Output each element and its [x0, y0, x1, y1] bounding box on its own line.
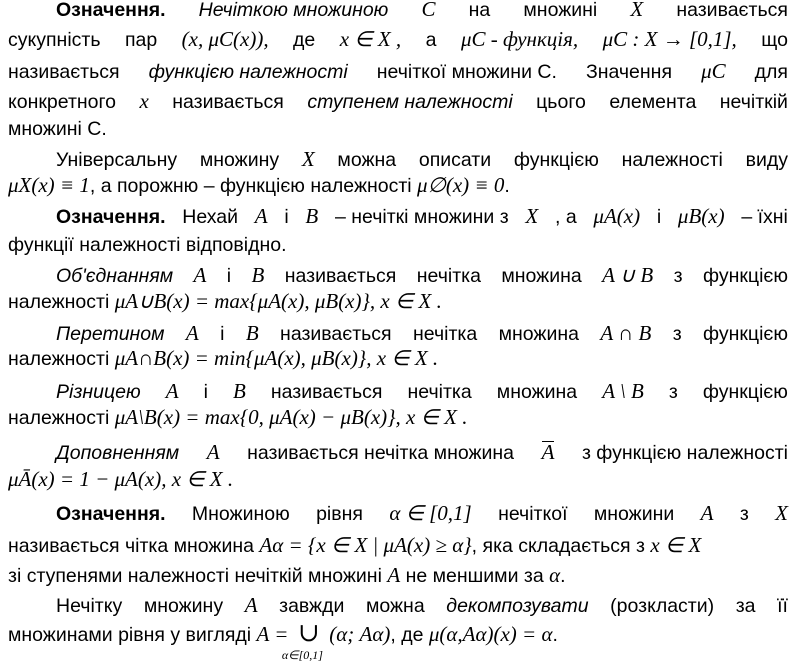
- p2-line1: Універсальну множину X можна описати функцією належності виду: [56, 147, 788, 171]
- p5-line1: Перетином A і B називається нечітка множина A ∩ B з функцією: [56, 321, 788, 345]
- formula-empty: μ∅(x) ≡ 0: [417, 173, 505, 197]
- formula-union: μA∪B(x) = max{μA(x), μB(x)}, x ∈ X .: [114, 289, 442, 313]
- complement-symbol: A: [541, 440, 555, 464]
- p1-line1: Означення. Нечіткою множиною C на множині X називається: [8, 0, 788, 22]
- definition-label: Означення.: [56, 503, 166, 525]
- p3-line1: Означення. Нехай A і B – нечіткі множини з X , а μA(x) і μB(x) – їхні: [56, 204, 788, 228]
- formula-difference: μA\B(x) = max{0, μA(x) − μB(x)}, x ∈ X .: [114, 405, 468, 429]
- term-complement: Доповненням: [56, 442, 180, 464]
- p8-line3: зі ступенями належності нечіткій множині A не меншими за α.: [8, 563, 566, 587]
- p8-line1: Означення. Множиною рівня α ∈ [0,1] нечіткої множини A з X: [56, 501, 788, 525]
- term-membership-degree: ступенем належності: [307, 91, 513, 113]
- p9-line2: множинами рівня у вигляді A = ∪ α∈[0,1] (α; Aα), де μ(α,Aα)(x) = α.: [8, 620, 788, 664]
- formula-intersection: μA∩B(x) = min{μA(x), μB(x)}, x ∈ X .: [114, 346, 439, 370]
- term-union: Об'єднанням: [56, 265, 174, 287]
- term-membership-function: функцією належності: [148, 61, 348, 83]
- formula-alpha-cut: Aα = {x ∈ X | μA(x) ≥ α}: [259, 533, 472, 557]
- term-difference: Різницею: [56, 381, 141, 403]
- p1-line5: множині C.: [8, 118, 107, 140]
- p4-line2: належності μA∪B(x) = max{μA(x), μB(x)}, x ∈ X .: [8, 289, 442, 313]
- formula-complement: μĀ(x) = 1 − μA(x), x ∈ X .: [8, 467, 234, 491]
- union-limits: α∈[0,1]: [281, 648, 323, 662]
- p2-line2: μX(x) ≡ 1, а порожню – функцією належності μ∅(x) ≡ 0.: [8, 173, 510, 197]
- term-decompose: декомпозувати: [446, 595, 589, 617]
- formula-decomposition: μ(α,Aα)(x) = α: [428, 622, 553, 646]
- union-operator: ∪ α∈[0,1]: [294, 620, 324, 648]
- p1-line4: конкретного x називається ступенем належності цього елемента нечіткій: [8, 89, 788, 113]
- p7-line1: Доповненням A називається нечітка множина A з функцією належності: [56, 440, 788, 464]
- p5-line2: належності μA∩B(x) = min{μA(x), μB(x)}, x ∈ X .: [8, 346, 439, 370]
- p1-line3: називається функцією належності нечіткої множини C. Значення μC для: [8, 59, 788, 83]
- p4-line1: Об'єднанням A і B називається нечітка множина A ∪ B з функцією: [56, 263, 788, 287]
- p7-line2: [8, 466, 788, 492]
- formula-universal: μX(x) ≡ 1: [8, 173, 90, 197]
- term-intersection: Перетином: [56, 323, 165, 345]
- definition-label: Означення.: [56, 0, 166, 21]
- p6-line2: належності μA\B(x) = max{0, μA(x) − μB(x)}, x ∈ X .: [8, 405, 468, 429]
- p6-line1: Різницею A і B називається нечітка множина A \ B з функцією: [56, 379, 788, 403]
- p9-line1: Нечітку множину A завжди можна декомпозувати (розкласти) за її: [56, 593, 788, 617]
- definition-label: Означення.: [56, 206, 166, 228]
- p3-line2: функції належності відповідно.: [8, 234, 287, 256]
- p8-line2: називається чітка множина Aα = {x ∈ X | μA(x) ≥ α}, яка складається з x ∈ X: [8, 533, 702, 557]
- p1-line2: сукупність пар (x, μC(x)), де x ∈ X , а μC - функція, μC : X → [0,1], що: [8, 27, 788, 51]
